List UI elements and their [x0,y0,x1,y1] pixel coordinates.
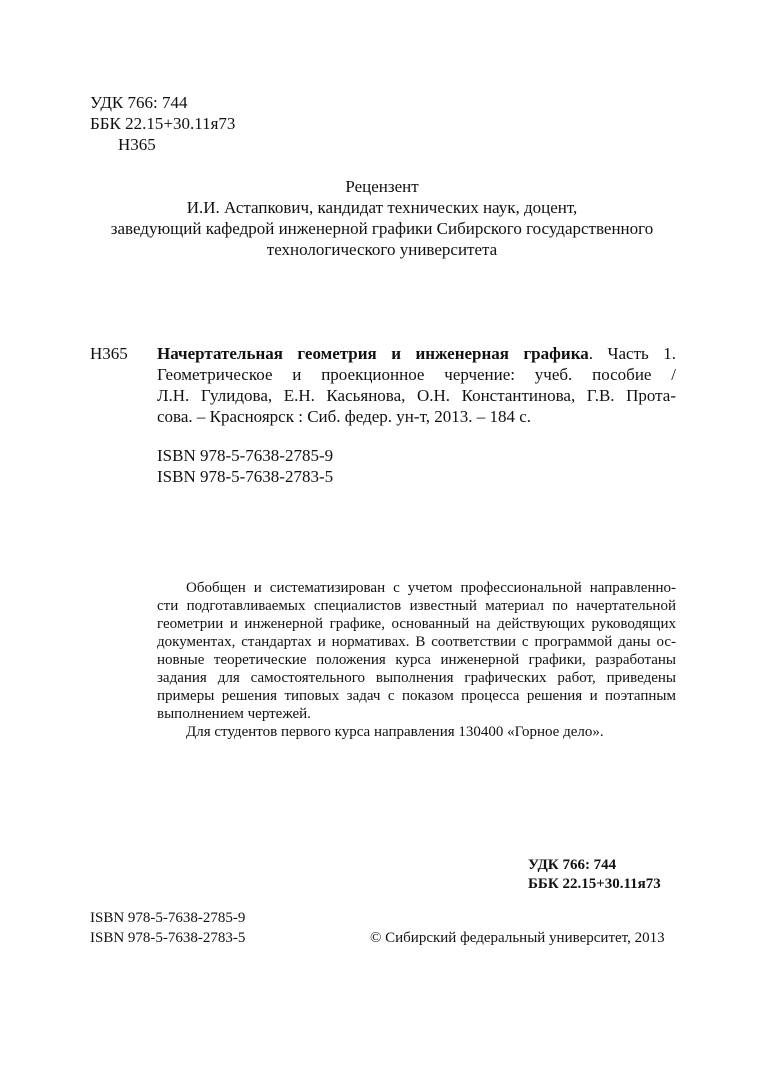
bibliographic-record [157,343,676,427]
cutter-code-top: Н365 [118,135,156,154]
annotation-line: новные теоретические положения курса инженерной графики, разработаны [157,652,676,668]
annotation-audience: Для студентов первого курса направления 130400 «Горное дело». [186,724,604,740]
isbn-footer: ISBN 978-5-7638-2783-5 [90,930,246,946]
reviewer-block [0,176,764,260]
bbk-code-top: ББК 22.15+30.11я73 [90,114,236,133]
copyright-notice: © Сибирский федеральный университет, 2013 [370,930,665,946]
annotation-line: Обобщен и систематизирован с учетом профессиональной направленно- [186,580,676,596]
udk-code-top: УДК 766: 744 [90,93,188,112]
biblio-line [157,343,676,364]
annotation-line: выполнением чертежей. [157,706,311,722]
reviewer-heading: Рецензент [345,177,419,196]
reviewer-line: технологического университета [266,240,498,259]
biblio-line: Л.Н. Гулидова, Е.Н. Касьянова, О.Н. Константинова, Г.В. Прота- [157,386,676,405]
annotation-line: документах, стандартах и нормативах. В соответствии с программой даны ос- [157,634,676,650]
isbn-footer: ISBN 978-5-7638-2785-9 [90,910,246,926]
annotation-line: примеры решения типовых задач с показом процесса решения и поэтапным [157,688,676,704]
bbk-code-bottom: ББК 22.15+30.11я73 [528,876,661,892]
cutter-code-record: Н365 [90,344,128,363]
annotation-line: сти подготавливаемых специалистов известный материал по начертательной [157,598,676,614]
annotation-line: геометрии и инженерной графике, основанный на действующих руководящих [157,616,676,632]
book-title: Начертательная геометрия и инженерная графика [157,344,589,363]
isbn-record: ISBN 978-5-7638-2783-5 [157,467,334,486]
reviewer-line: заведующий кафедрой инженерной графики Сибирского государственного [110,219,654,238]
reviewer-line: И.И. Астапкович, кандидат технических наук, доцент, [186,198,578,217]
biblio-line: сова. – Красноярск : Сиб. федер. ун-т, 2013. – 184 с. [157,407,532,426]
annotation-line: задания для самостоятельного выполнения графических работ, приведены [157,670,676,686]
book-part: . Часть 1. [588,344,676,363]
biblio-line: Геометрическое и проекционное черчение: учеб. пособие / [157,365,676,384]
udk-code-bottom: УДК 766: 744 [528,857,617,873]
annotation [157,579,676,741]
isbn-record: ISBN 978-5-7638-2785-9 [157,446,334,465]
